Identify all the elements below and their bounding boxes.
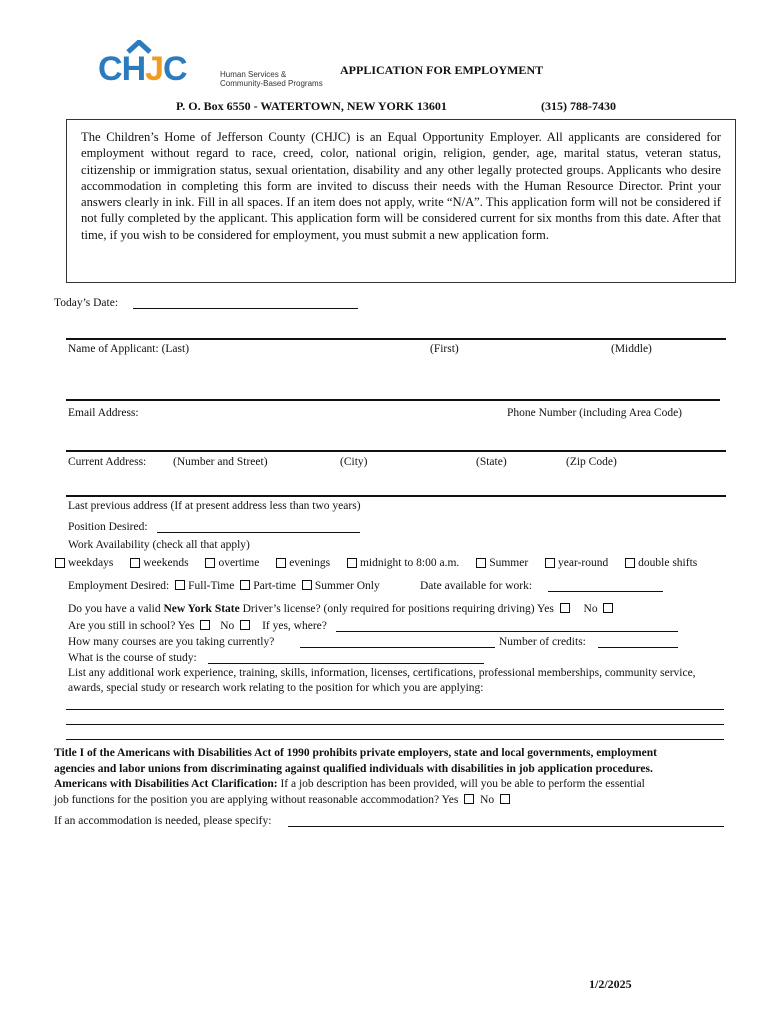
school-where-field[interactable] — [336, 631, 678, 632]
todays-date-label: Today’s Date: — [54, 297, 119, 309]
credits-field[interactable] — [598, 647, 678, 648]
school-yes-checkbox[interactable] — [200, 620, 210, 630]
avail-midnight[interactable]: midnight to 8:00 a.m. — [347, 556, 459, 570]
full-time-checkbox[interactable] — [175, 580, 185, 590]
current-address-label: Current Address: — [68, 456, 147, 468]
course-study-label: What is the course of study: — [68, 652, 197, 664]
todays-date-field[interactable] — [133, 308, 358, 309]
accommodation-field[interactable] — [288, 826, 724, 827]
last-address-label: Last previous address (If at present address less than two years) — [68, 500, 361, 512]
phone-label: Phone Number (including Area Code) — [507, 407, 683, 419]
avail-weekends[interactable]: weekends — [130, 556, 188, 570]
page-title: APPLICATION FOR EMPLOYMENT — [340, 63, 544, 77]
logo-c2: C — [163, 50, 187, 88]
school-question: Are you still in school? Yes No If yes, where? — [68, 620, 327, 632]
experience-field-3[interactable] — [66, 739, 724, 740]
checkbox[interactable] — [205, 558, 215, 568]
checkbox[interactable] — [276, 558, 286, 568]
name-middle-label: (Middle) — [611, 343, 652, 355]
summer-only-checkbox[interactable] — [302, 580, 312, 590]
ada-line4: job functions for the position you are applying without reasonable accommodation? Yes No — [54, 793, 513, 807]
date-available-field[interactable] — [548, 591, 663, 592]
license-question: Do you have a valid New York State Driver’s license? (only required for positions requiring driving) Yes No — [68, 602, 616, 616]
date-available-label: Date available for work: — [420, 580, 533, 592]
ada-no-checkbox[interactable] — [500, 794, 510, 804]
logo-brand — [98, 50, 187, 89]
current-address-line[interactable] — [66, 450, 726, 452]
email-field-line[interactable] — [66, 399, 720, 401]
checkbox[interactable] — [347, 558, 357, 568]
checkbox[interactable] — [55, 558, 65, 568]
courses-question: How many courses are you taking currently? — [68, 636, 275, 648]
experience-field-2[interactable] — [66, 724, 724, 725]
ada-yes-checkbox[interactable] — [464, 794, 474, 804]
experience-field-1[interactable] — [66, 709, 724, 710]
zip-label: (Zip Code) — [566, 456, 617, 468]
checkbox[interactable] — [476, 558, 486, 568]
avail-summer[interactable]: Summer — [476, 556, 528, 570]
chjc-logo — [98, 40, 328, 96]
avail-double-shifts[interactable]: double shifts — [625, 556, 697, 570]
avail-weekdays[interactable]: weekdays — [55, 556, 113, 570]
availability-options — [55, 556, 697, 572]
experience-line2: awards, special study or research work relating to the position for which you are applying: — [68, 682, 484, 694]
position-label: Position Desired: — [68, 521, 148, 533]
courses-field[interactable] — [300, 647, 495, 648]
logo-j: J — [145, 50, 164, 88]
header-address: P. O. Box 6550 - WATERTOWN, NEW YORK 13601 — [176, 99, 447, 113]
experience-line1: List any additional work experience, training, skills, information, licenses, certifications, professional memberships, community service, — [68, 667, 696, 679]
logo-subtitle: Human Services & Community-Based Programs — [220, 70, 323, 88]
avail-year-round[interactable]: year-round — [545, 556, 608, 570]
checkbox[interactable] — [545, 558, 555, 568]
email-label: Email Address: — [68, 407, 139, 419]
header-phone: (315) 788-7430 — [541, 99, 616, 113]
city-label: (City) — [340, 456, 368, 468]
ada-clarification: Americans with Disabilities Act Clarification: If a job description has been provided, will you be able to perform the essential — [54, 778, 645, 790]
ada-line1: Title I of the Americans with Disabilities Act of 1990 prohibits private employers, state and local governments, employment — [54, 747, 657, 759]
school-no-checkbox[interactable] — [240, 620, 250, 630]
course-study-field[interactable] — [208, 663, 484, 664]
position-field[interactable] — [157, 532, 360, 533]
checkbox[interactable] — [625, 558, 635, 568]
name-first-label: (First) — [430, 343, 459, 355]
avail-evenings[interactable]: evenings — [276, 556, 330, 570]
name-field-line[interactable] — [66, 338, 726, 340]
accommodation-label: If an accommodation is needed, please specify: — [54, 815, 272, 827]
logo-c1: C — [98, 50, 122, 88]
ada-line2: agencies and labor unions from discriminating against qualified individuals with disabilities in job application procedures. — [54, 763, 653, 775]
name-last-label: Name of Applicant: (Last) — [68, 343, 190, 355]
availability-label: Work Availability (check all that apply) — [68, 539, 250, 551]
eoe-notice-text: The Children’s Home of Jefferson County (CHJC) is an Equal Opportunity Employer. All applicants are considered for employment without regard to race, creed, color, national origin, religion, gender, age, marital status, veteran status, citizenship or immigration status, sexual orientation, disability and any other legally protected groups. Applicants who desire accommodation in completing this form are invited to discuss their needs with the Human Resource Director. Print your answers clearly in ink. Fill in all spaces. If an item does not apply, write “N/A”. This application form will not be considered if not fully completed by the applicant. This application form will be considered current for six months from this date. After that time, if you wish to be considered for employment, you must submit a new application form. — [81, 130, 721, 242]
checkbox[interactable] — [130, 558, 140, 568]
eoe-notice-box — [66, 119, 736, 283]
employment-desired-row: Employment Desired: Full-Time Part-time Summer Only — [68, 580, 380, 592]
avail-overtime[interactable]: overtime — [205, 556, 259, 570]
license-no-checkbox[interactable] — [603, 603, 613, 613]
logo-h: H — [121, 50, 146, 88]
part-time-checkbox[interactable] — [240, 580, 250, 590]
footer-date: 1/2/2025 — [589, 977, 632, 991]
license-yes-checkbox[interactable] — [560, 603, 570, 613]
number-street-label: (Number and Street) — [173, 456, 268, 468]
last-address-line[interactable] — [66, 495, 726, 497]
credits-label: Number of credits: — [499, 636, 586, 648]
state-label: (State) — [476, 456, 507, 468]
